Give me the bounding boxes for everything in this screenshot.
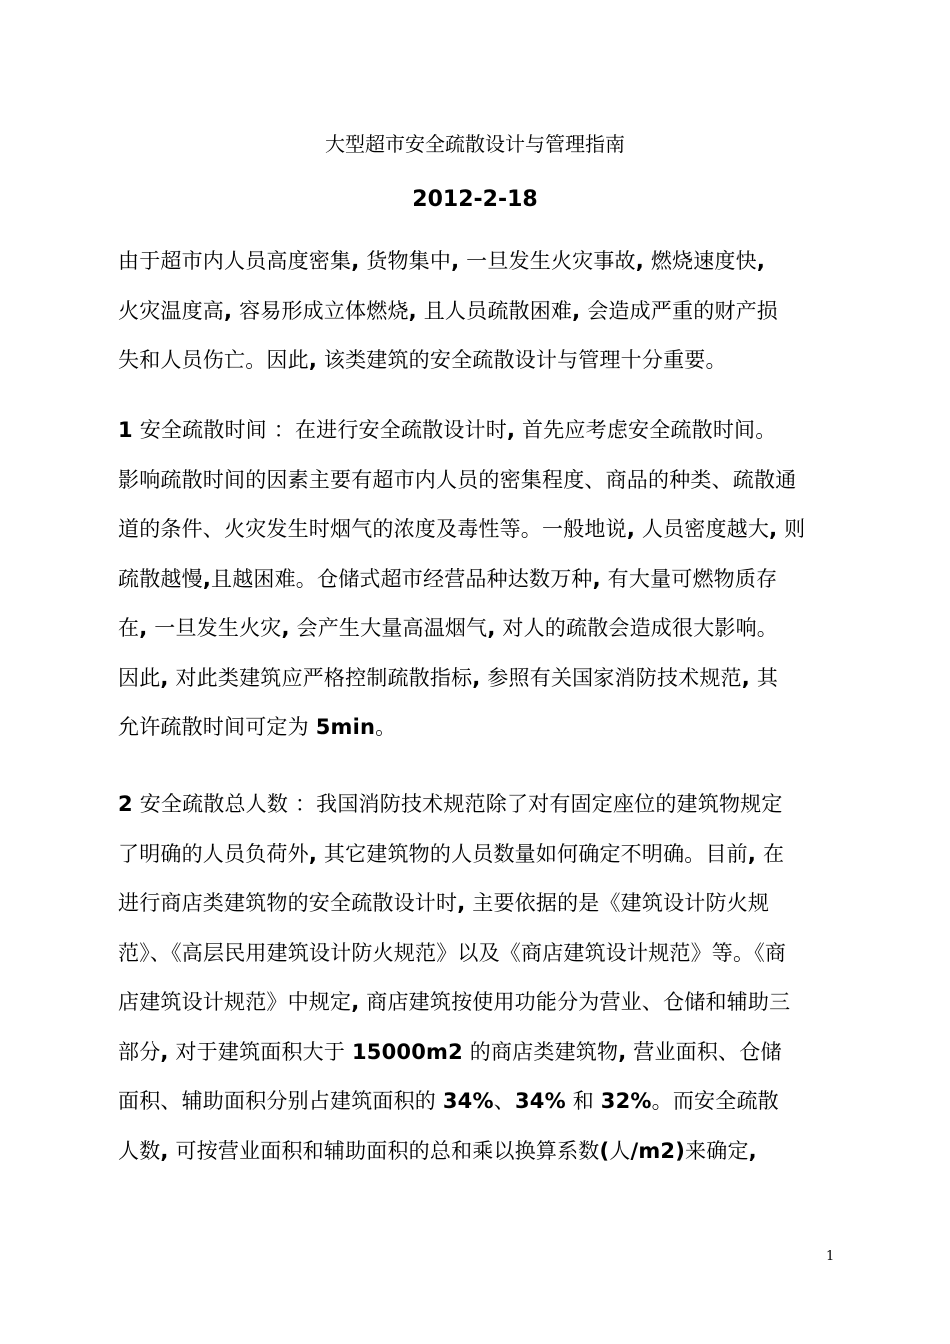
text-line bbox=[118, 336, 838, 386]
text-run: 在 bbox=[756, 841, 785, 866]
text-line bbox=[118, 604, 838, 654]
text-run: 影响疏散时间的因素主要有超市内人员的密集程度、商品的种类、疏散通 bbox=[118, 467, 797, 492]
text-run: , bbox=[308, 841, 317, 866]
text-line bbox=[118, 237, 838, 287]
text-run: 的商店类建筑物 bbox=[462, 1039, 619, 1064]
text-run: 货物集中 bbox=[359, 249, 452, 273]
text-run: , bbox=[741, 665, 750, 690]
text-run: 对于建筑面积大于 bbox=[168, 1039, 352, 1064]
text-run: , bbox=[756, 249, 765, 273]
text-run: , bbox=[202, 566, 211, 591]
text-run: 因此 bbox=[118, 665, 161, 690]
text-run: 该类建筑的安全疏散设计与管理十分重要。 bbox=[317, 348, 727, 372]
page-number: 1 bbox=[826, 1249, 835, 1264]
text-run: , bbox=[160, 665, 169, 690]
text-run: , bbox=[457, 891, 466, 915]
text-run: 34% bbox=[442, 1089, 494, 1113]
text-run: , bbox=[626, 517, 635, 541]
text-run: , bbox=[139, 616, 148, 640]
document-date: 2012-2-18 bbox=[412, 187, 538, 212]
text-line bbox=[118, 780, 838, 830]
text-run: , bbox=[572, 298, 581, 323]
text-run: 安全疏散时间 ：在进行安全疏散设计时 bbox=[132, 418, 507, 442]
text-run: , bbox=[281, 616, 290, 640]
text-run: 容易形成立体燃烧 bbox=[232, 298, 409, 323]
text-run: , bbox=[592, 566, 601, 591]
text-run: 15000m2 bbox=[351, 1039, 463, 1064]
text-run: 其 bbox=[749, 665, 779, 690]
text-line bbox=[118, 929, 838, 979]
text-run: 。 bbox=[375, 715, 397, 739]
text-run: 允许疏散时间可定为 bbox=[118, 715, 316, 739]
text-run: 对此类建筑应严格控制疏散指标 bbox=[168, 665, 473, 690]
text-run: 一旦发生火灾 bbox=[147, 616, 282, 640]
text-run: 失和人员伤亡。因此 bbox=[118, 348, 309, 372]
text-run: , bbox=[351, 249, 360, 273]
text-line bbox=[118, 703, 838, 753]
text-run: 由于超市内人员高度密集 bbox=[118, 249, 352, 273]
text-run: 参照有关国家消防技术规范 bbox=[480, 665, 742, 690]
text-run: , bbox=[487, 616, 496, 640]
text-run: 1 bbox=[118, 418, 133, 442]
text-run: 一旦发生火灾事故 bbox=[459, 249, 636, 273]
text-line bbox=[118, 879, 838, 929]
text-run: 范》、《高层民用建筑设计防火规范》以及《商店建筑设计规范》等。《商 bbox=[118, 940, 787, 965]
text-run: 火灾温度高 bbox=[118, 298, 224, 323]
text-run: 燃烧速度快 bbox=[643, 249, 757, 273]
text-run: 有大量可燃物质存 bbox=[600, 566, 778, 591]
text-run: , bbox=[160, 1039, 169, 1064]
text-run: 道的条件、火灾发生时烟气的浓度及毒性等。一般地说 bbox=[118, 517, 627, 541]
text-run: , bbox=[160, 1138, 169, 1163]
text-run: 商店建筑按使用功能分为营业、仓储和辅助三 bbox=[359, 990, 791, 1014]
text-line bbox=[118, 978, 838, 1028]
paragraph-evacuation-time bbox=[118, 406, 838, 753]
text-run: , bbox=[451, 249, 460, 273]
text-run: 人数 bbox=[118, 1138, 161, 1163]
text-run: , bbox=[351, 990, 360, 1014]
text-run: /m2) bbox=[630, 1138, 686, 1163]
text-line bbox=[118, 555, 838, 605]
text-line bbox=[118, 1028, 838, 1078]
text-run: 人 bbox=[609, 1138, 631, 1163]
text-run: 面积、辅助面积分别占建筑面积的 bbox=[118, 1089, 443, 1113]
text-line bbox=[118, 654, 838, 704]
text-run: 可按营业面积和辅助面积的总和乘以换算系数 bbox=[168, 1138, 600, 1163]
text-run: , bbox=[747, 841, 757, 866]
text-run: 其它建筑物的人员数量如何确定不明确。目前 bbox=[317, 841, 748, 866]
text-line bbox=[118, 1077, 838, 1127]
text-line bbox=[118, 830, 838, 880]
text-line bbox=[118, 1127, 838, 1177]
text-line bbox=[118, 287, 838, 337]
text-run: 部分 bbox=[118, 1039, 161, 1064]
text-run: 疏散越慢 bbox=[118, 566, 203, 591]
text-run: , bbox=[408, 298, 417, 323]
text-run: , bbox=[748, 1138, 757, 1163]
text-run: 且人员疏散困难 bbox=[416, 298, 573, 323]
text-run: 来确定 bbox=[685, 1138, 749, 1163]
text-run: , bbox=[618, 1039, 627, 1064]
text-line bbox=[118, 505, 838, 555]
text-run: 、 bbox=[493, 1089, 515, 1113]
text-run: 34% bbox=[514, 1089, 566, 1113]
text-run: 安全疏散总人数 ：我国消防技术规范除了对有固定座位的建筑物规定 bbox=[132, 792, 783, 816]
text-run: 2 bbox=[118, 792, 133, 816]
text-run: , bbox=[769, 517, 778, 541]
text-run: 首先应考虑安全疏散时间。 bbox=[515, 418, 777, 442]
text-run: 会产生大量高温烟气 bbox=[289, 616, 488, 640]
text-line bbox=[118, 456, 838, 506]
text-run: 。而安全疏散 bbox=[651, 1089, 779, 1113]
text-run: 进行商店类建筑物的安全疏散设计时 bbox=[118, 891, 458, 915]
text-run: 店建筑设计规范》中规定 bbox=[118, 990, 352, 1014]
text-run: , bbox=[308, 348, 317, 372]
text-run: 32% bbox=[600, 1089, 652, 1113]
text-line bbox=[118, 406, 838, 456]
text-run: 人员密度越大 bbox=[635, 517, 770, 541]
text-run: , bbox=[635, 249, 644, 273]
text-run: 则 bbox=[777, 517, 806, 541]
paragraph-intro bbox=[118, 237, 838, 386]
text-run: 且越困难。仓储式超市经营品种达数万种 bbox=[211, 566, 593, 591]
text-run: , bbox=[224, 298, 233, 323]
paragraph-evacuation-headcount bbox=[118, 780, 838, 1176]
text-run: 营业面积、仓储 bbox=[626, 1039, 782, 1064]
text-run: 了明确的人员负荷外 bbox=[118, 841, 309, 866]
text-run: 对人的疏散会造成很大影响。 bbox=[495, 616, 779, 640]
text-run: 会造成严重的财产损 bbox=[580, 298, 779, 323]
text-run: , bbox=[472, 665, 481, 690]
text-run: 5min bbox=[315, 715, 376, 739]
text-run: 在 bbox=[118, 616, 140, 640]
document-title: 大型超市安全疏散设计与管理指南 bbox=[325, 132, 625, 156]
text-run: 主要依据的是《建筑设计防火规 bbox=[465, 891, 770, 915]
text-run: 和 bbox=[565, 1089, 601, 1113]
text-run: , bbox=[506, 418, 516, 442]
text-run: ( bbox=[599, 1138, 610, 1163]
